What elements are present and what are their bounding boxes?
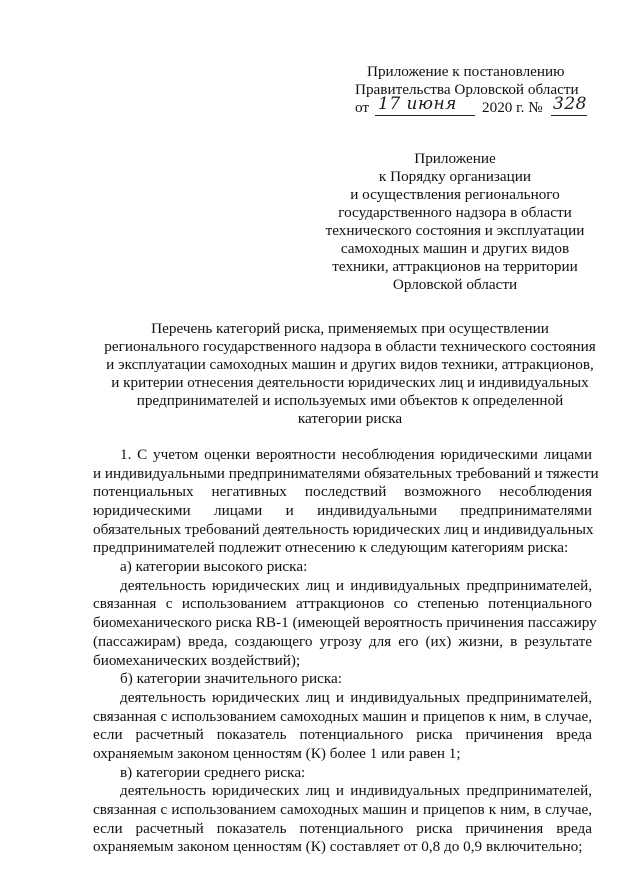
body-line: биомеханических воздействий); xyxy=(93,651,301,669)
risk-category-heading: б) категории значительного риска: xyxy=(120,670,342,688)
title-line: категории риска xyxy=(297,410,403,427)
appendix-line: к Порядку организации xyxy=(378,168,532,185)
body-line: и индивидуальными предпринимателями обязательных требований и тяжести xyxy=(93,464,599,482)
approval-year-number: 2020 г. № xyxy=(482,99,543,116)
approval-number-signature: 328 xyxy=(553,94,587,114)
title-line: и критерии отнесения деятельности юридических лиц и индивидуальных xyxy=(111,374,589,391)
body-line: юридическими лицами и индивидуальными предпринимателями xyxy=(93,502,592,519)
paragraph-1-start: 1. С учетом оценки вероятности несоблюдения юридическими лицами xyxy=(120,446,592,463)
body-line: связанная с использованием самоходных машин и прицепов к ним, в случае, xyxy=(93,707,592,725)
risk-category-heading: в) категории среднего риска: xyxy=(120,763,306,781)
body-line: биомеханического риска RB-1 (имеющей вероятность причинения пассажиру xyxy=(93,614,597,632)
risk-category-heading: а) категории высокого риска: xyxy=(120,558,308,576)
body-line: (пассажирам) вреда, создающего угрозу для его (их) жизни, в результате xyxy=(93,632,592,650)
appendix-line: Приложение xyxy=(414,150,496,167)
body-line: если расчетный показатель потенциального риска причинения вреда xyxy=(93,819,592,837)
approval-from-prefix: от xyxy=(355,99,370,116)
approval-line-2: Правительства Орловской области xyxy=(355,81,579,98)
date-underline xyxy=(375,115,475,116)
approval-line-1: Приложение к постановлению xyxy=(367,63,565,80)
body-line: связанная с использованием самоходных машин и прицепов к ним, в случае, xyxy=(93,800,592,818)
body-line: если расчетный показатель потенциального риска причинения вреда xyxy=(93,726,592,744)
title-line: предпринимателей и используемых ими объектов к определенной xyxy=(136,392,564,409)
body-line: охраняемым законом ценностям (К) составляет от 0,8 до 0,9 включительно; xyxy=(93,838,583,856)
body-line: деятельность юридических лиц и индивидуальных предпринимателей, xyxy=(120,782,592,800)
body-line: потенциальных негативных последствий возможного несоблюдения xyxy=(93,483,592,501)
title-line: Перечень категорий риска, применяемых при осуществлении xyxy=(151,320,549,337)
title-line: регионального государственного надзора в области технического состояния xyxy=(104,338,596,355)
appendix-line: Орловской области xyxy=(392,276,518,293)
appendix-line: техники, аттракционов на территории xyxy=(332,258,578,275)
number-underline xyxy=(551,115,587,116)
body-line: охраняемым законом ценностям (К) более 1 или равен 1; xyxy=(93,744,461,762)
body-line: обязательных требований деятельность юридических лиц и индивидуальных xyxy=(93,520,594,538)
approval-date-signature: 17 июня xyxy=(378,94,457,114)
body-line: связанная с использованием аттракционов со степенью потенциального xyxy=(93,595,592,613)
appendix-line: самоходных машин и других видов xyxy=(340,240,570,257)
title-line: и эксплуатации самоходных машин и других видов техники, аттракционов, xyxy=(106,356,594,373)
body-line: предпринимателей подлежит отнесению к следующим категориям риска: xyxy=(93,539,569,557)
appendix-line: и осуществления регионального xyxy=(350,186,560,203)
body-line: деятельность юридических лиц и индивидуальных предпринимателей, xyxy=(120,576,592,594)
body-line: деятельность юридических лиц и индивидуальных предпринимателей, xyxy=(120,688,592,706)
appendix-line: государственного надзора в области xyxy=(338,204,572,221)
appendix-line: технического состояния и эксплуатации xyxy=(325,222,585,239)
